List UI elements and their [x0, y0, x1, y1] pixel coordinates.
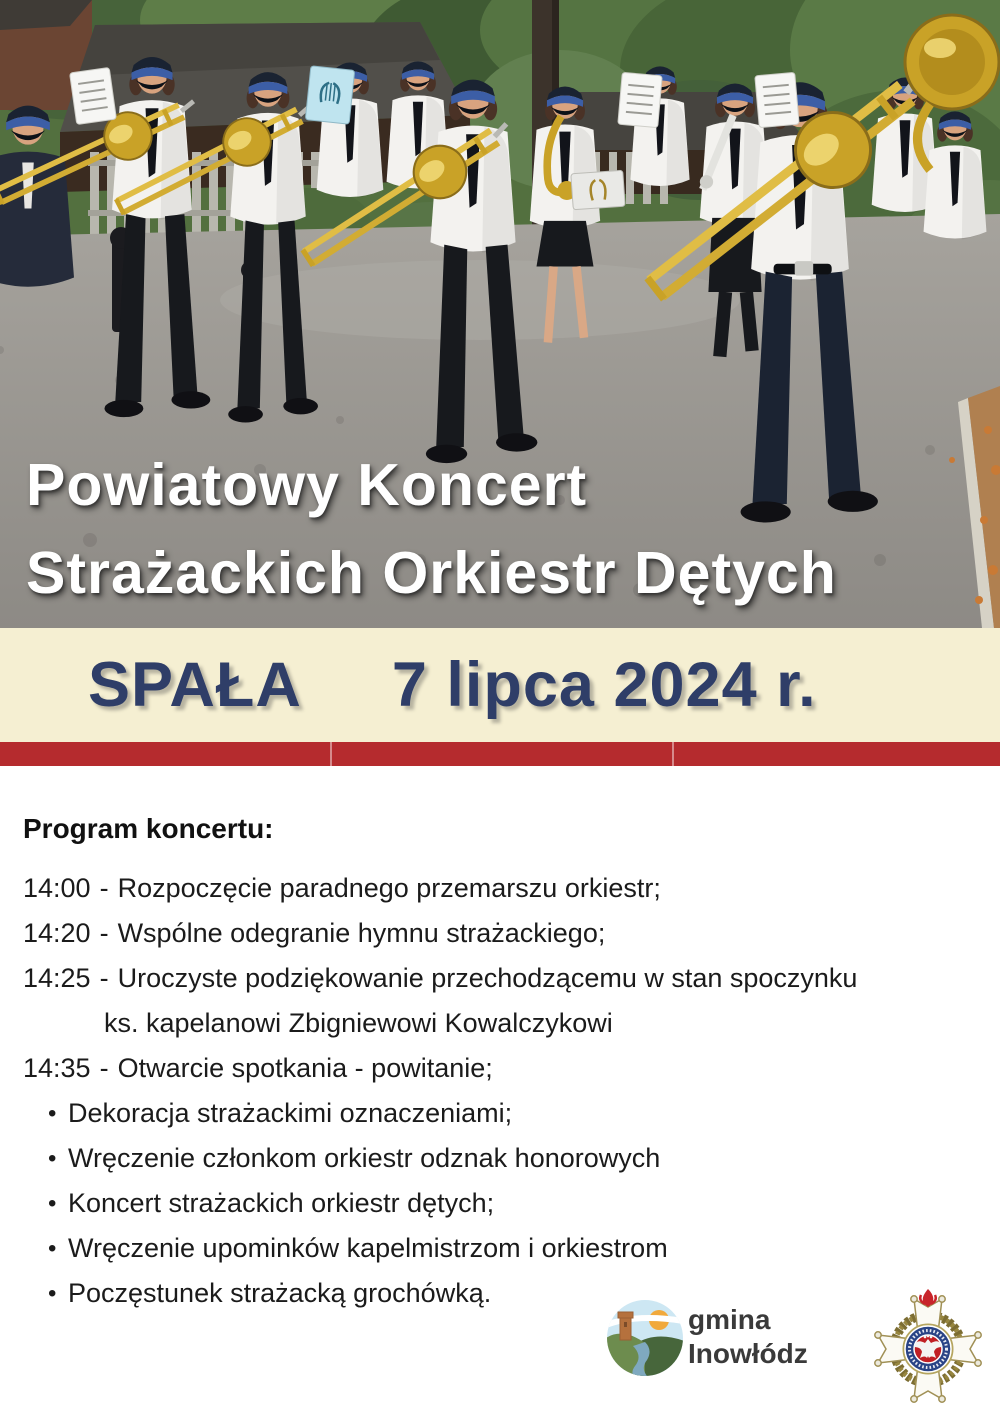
- event-date: 7 lipca 2024 r.: [391, 650, 817, 720]
- schedule-text: Rozpoczęcie paradnego przemarszu orkiestr;: [117, 873, 661, 903]
- bullet-item: [23, 1181, 970, 1226]
- gmina-inowlodz-logo-icon: [607, 1300, 683, 1376]
- schedule-continuation: ks. kapelanowi Zbigniewowi Kowalczykowi: [104, 1008, 613, 1038]
- schedule-item: [23, 866, 970, 911]
- schedule-separator: -: [99, 918, 109, 948]
- bullet-item: [23, 1271, 970, 1316]
- bullet-text: • Koncert strażackich orkiestr dętych;: [68, 1188, 495, 1218]
- program-heading: Program koncertu:: [23, 813, 274, 844]
- schedule-text: Uroczyste podziękowanie przechodzącemu w stan spoczynku: [117, 963, 858, 993]
- schedule-separator: -: [99, 1053, 109, 1083]
- bullet-item: [23, 1136, 970, 1181]
- schedule-item: [23, 1046, 970, 1091]
- schedule-text: Otwarcie spotkania - powitanie;: [117, 1053, 493, 1083]
- bullet-item: [23, 1091, 970, 1136]
- bullet-text: • Dekoracja strażackimi oznaczeniami;: [68, 1098, 513, 1128]
- stripe-seam: [330, 742, 332, 766]
- bullet-text: • Wręczenie upominków kapelmistrzom i orkiestrom: [68, 1233, 668, 1263]
- poster-title-line1: Powiatowy Koncert: [26, 452, 588, 518]
- gmina-label: [688, 1303, 808, 1371]
- schedule-time: 14:35: [23, 1053, 91, 1083]
- bullet-item: [23, 1226, 970, 1271]
- poster-title: [26, 441, 986, 617]
- event-banner: [0, 628, 1000, 742]
- program-section: [0, 766, 1000, 1316]
- event-location: SPAŁA: [88, 650, 302, 720]
- bullet-text: • Wręczenie członkom orkiestr odznak honorowych: [68, 1143, 661, 1173]
- schedule-time: 14:25: [23, 963, 91, 993]
- schedule-separator: -: [99, 873, 109, 903]
- schedule-item: [23, 956, 970, 1001]
- gmina-label-line1: gmina: [688, 1304, 771, 1335]
- band-photo: [0, 0, 1000, 628]
- gmina-label-line2: Inowłódz: [688, 1338, 808, 1369]
- zosp-rp-badge-icon: [864, 1287, 992, 1409]
- schedule-text: Wspólne odegranie hymnu strażackiego;: [117, 918, 606, 948]
- bullet-text: • Poczęstunek strażacką grochówką.: [68, 1278, 492, 1308]
- schedule-item: [23, 911, 970, 956]
- stripe-seam: [672, 742, 674, 766]
- poster-title-line2: Strażackich Orkiestr Dętych: [26, 540, 837, 606]
- schedule-time: 14:20: [23, 918, 91, 948]
- schedule-separator: -: [99, 963, 109, 993]
- schedule-time: 14:00: [23, 873, 91, 903]
- red-divider-stripe: [0, 742, 1000, 766]
